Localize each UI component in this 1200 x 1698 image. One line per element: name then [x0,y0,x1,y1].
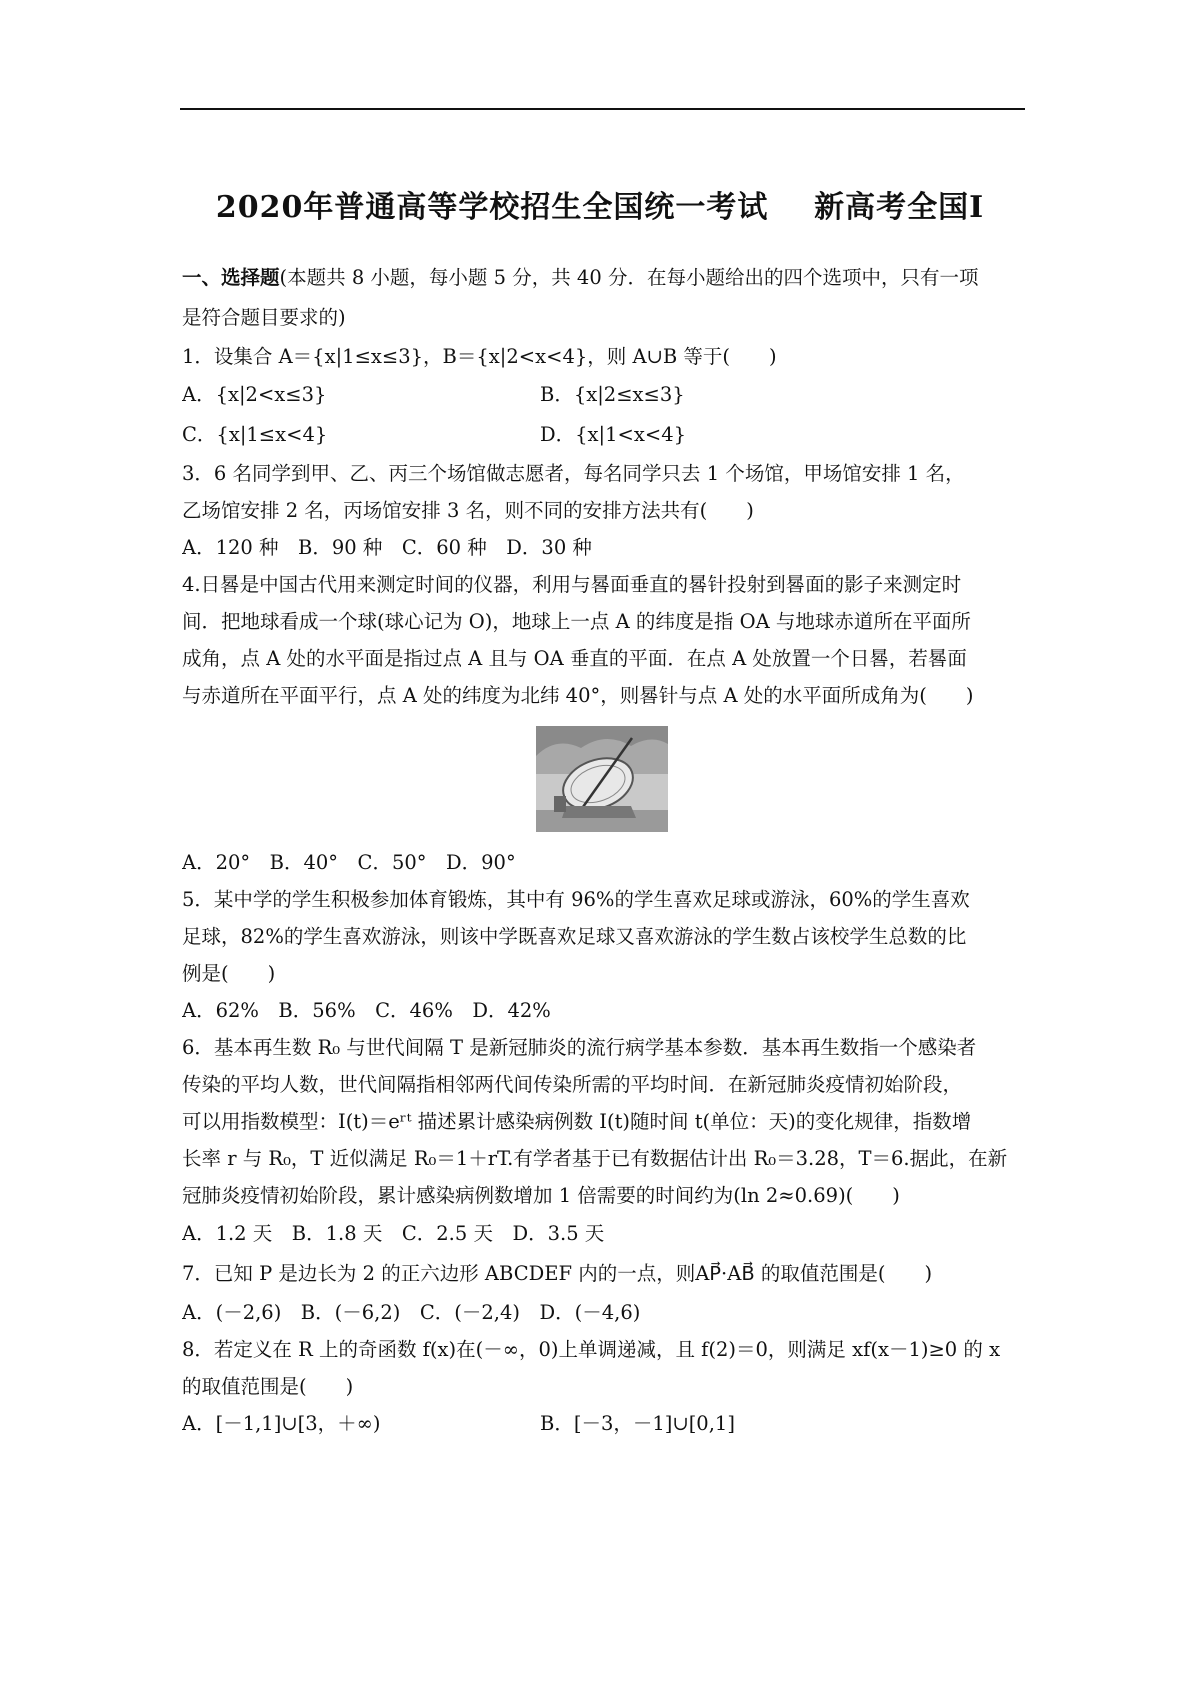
q4-line4: 与赤道所在平面平行，点 A 处的纬度为北纬 40°，则晷针与点 A 处的水平面所成角为( ) [182,684,974,707]
q7-stem: 7．已知 P 是边长为 2 的正六边形 ABCDEF 内的一点，则AP⃗·AB⃗ 的取值范围是( ) [182,1262,933,1285]
sundial-image [536,726,668,832]
q5-line3: 例是( ) [182,962,276,985]
q8-option-b: B．[－3，－1]∪[0,1] [540,1412,735,1435]
page-title: 2020年普通高等学校招生全国统一考试 新高考全国Ⅰ [215,190,985,225]
q6-line2: 传染的平均人数，世代间隔指相邻两代间传染所需的平均时间．在新冠肺炎疫情初始阶段， [182,1073,963,1096]
q4-line2: 间．把地球看成一个球(球心记为 O)，地球上一点 A 的纬度是指 OA 与地球赤道所在平面所 [182,610,971,633]
q5-line1: 5．某中学的学生积极参加体育锻炼，其中有 96%的学生喜欢足球或游泳，60%的学生喜欢 [182,888,970,911]
q8-line2: 的取值范围是( ) [182,1375,354,1398]
section-intro-text: (本题共 8 小题，每小题 5 分，共 40 分．在每小题给出的四个选项中，只有一项 [279,266,979,289]
sundial-figure [182,718,1022,840]
header-rule [180,108,1025,110]
q5-options: A．62% B．56% C．46% D．42% [182,999,551,1022]
q8-option-a: A．[－1,1]∪[3，＋∞) [182,1412,381,1435]
section-intro-line2: 是符合题目要求的) [182,306,346,329]
q6-line5: 冠肺炎疫情初始阶段，累计感染病例数增加 1 倍需要的时间约为(ln 2≈0.69)( ) [182,1184,900,1207]
q1-option-a: A．{x|2<x≤3} [182,383,327,406]
q1-option-c: C．{x|1≤x<4} [182,423,328,446]
section-heading: 一、选择题 [182,266,280,289]
q3-line1: 3．6 名同学到甲、乙、丙三个场馆做志愿者，每名同学只去 1 个场馆，甲场馆安排 1 名， [182,462,965,485]
exam-content [182,258,1022,1442]
q4-line3: 成角，点 A 处的水平面是指过点 A 且与 OA 垂直的平面．在点 A 处放置一个日晷，若晷面 [182,647,967,670]
q5-line2: 足球，82%的学生喜欢游泳，则该中学既喜欢足球又喜欢游泳的学生数占该校学生总数的比 [182,925,967,948]
q1-options-row1 [182,375,1022,415]
q6-line4: 长率 r 与 R₀，T 近似满足 R₀＝1＋rT.有学者基于已有数据估计出 R₀＝3.28，T＝6.据此，在新 [182,1147,1008,1170]
q3-options: A．120 种 B．90 种 C．60 种 D．30 种 [182,536,592,559]
q6-line3: 可以用指数模型：I(t)＝eʳᵗ 描述累计感染病例数 I(t)随时间 t(单位：天)的变化规律，指数增 [182,1110,972,1133]
q1-option-d: D．{x|1<x<4} [540,423,687,446]
q3-line2: 乙场馆安排 2 名，丙场馆安排 3 名，则不同的安排方法共有( ) [182,499,754,522]
section-intro [182,258,1022,298]
q6-options: A．1.2 天 B．1.8 天 C．2.5 天 D．3.5 天 [182,1222,605,1245]
q4-line1: 4.日晷是中国古代用来测定时间的仪器，利用与晷面垂直的晷针投射到晷面的影子来测定时 [182,573,962,596]
q1-options-row2 [182,415,1022,455]
q7-options: A．(－2,6) B．(－6,2) C．(－2,4) D．(－4,6) [182,1301,641,1324]
q6-line1: 6．基本再生数 R₀ 与世代间隔 T 是新冠肺炎的流行病学基本参数．基本再生数指一个感染者 [182,1036,977,1059]
q1-stem: 1．设集合 A＝{x|1≤x≤3}，B＝{x|2<x<4}，则 A∪B 等于( ) [182,345,777,368]
q8-options-row [182,1405,1022,1442]
q1-option-b: B．{x|2≤x≤3} [540,383,685,406]
q4-options: A．20° B．40° C．50° D．90° [182,851,516,874]
q8-line1: 8．若定义在 R 上的奇函数 f(x)在(－∞，0)上单调递减，且 f(2)＝0，则满足 xf(x－1)≥0 的 x [182,1338,1001,1361]
